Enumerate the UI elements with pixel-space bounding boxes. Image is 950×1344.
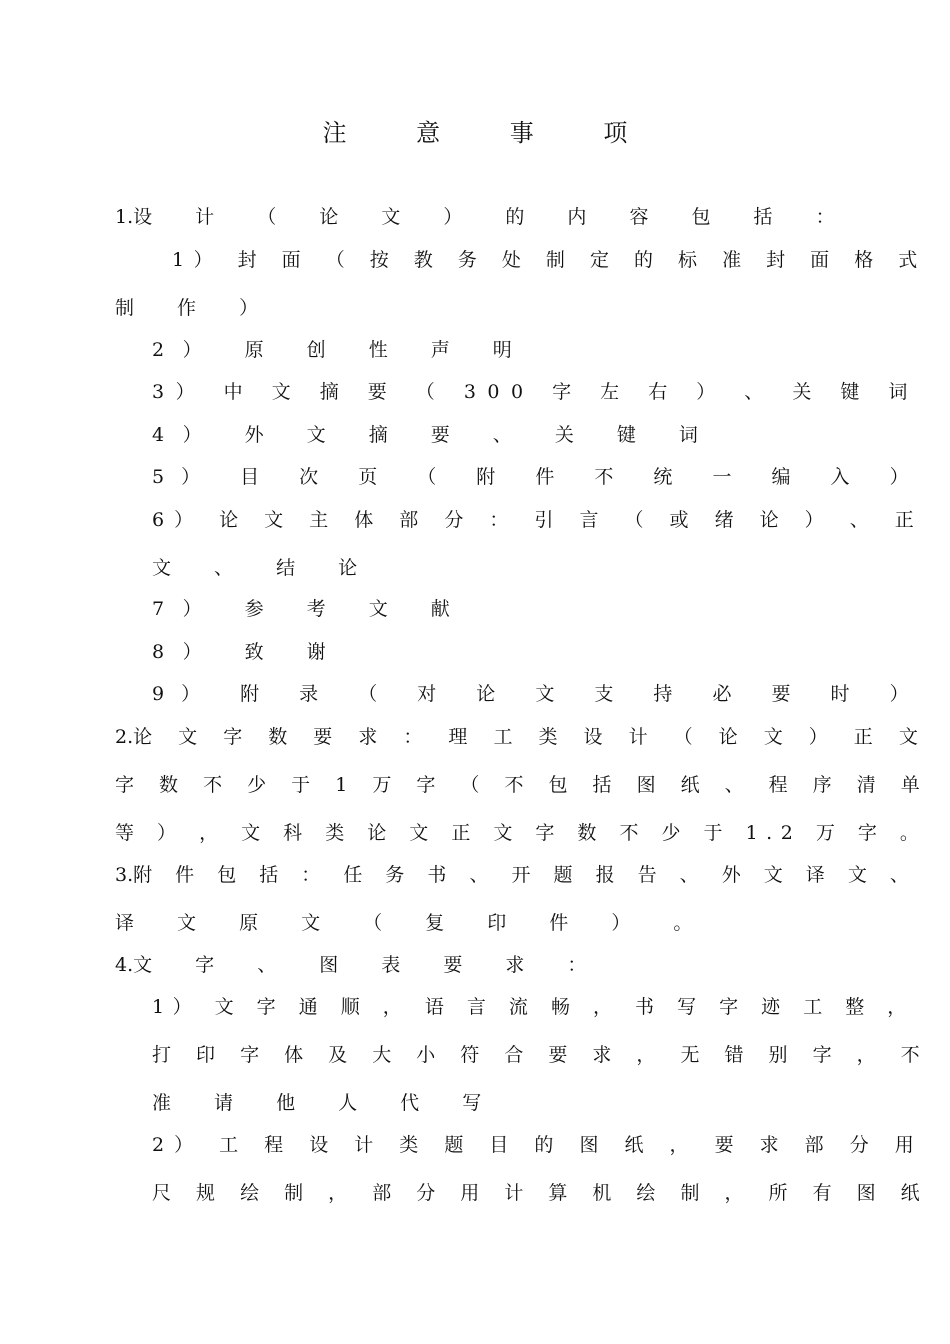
item-number: 8） [152, 641, 221, 663]
sub-item-4-2-continued [152, 1181, 929, 1205]
sub-item-1-6 [152, 508, 924, 532]
page-title: 注 意 事 项 [322, 119, 659, 147]
item-text: 文 字 、 图 表 要 求 ： [133, 954, 605, 976]
item-text: 论 文 主 体 部 分 ： 引 言 （ 或 绪 论 ） 、 正 [219, 509, 924, 531]
item-text: 附 录 （ 对 论 文 支 持 必 要 时 ） [240, 683, 926, 705]
sub-item-1-3 [152, 380, 919, 404]
item-3-continued [115, 911, 711, 935]
item-text: 封 面 （ 按 教 务 处 制 定 的 标 准 封 面 格 式 [237, 249, 927, 271]
item-number: 3. [115, 864, 134, 886]
item-2-continued-1 [115, 773, 929, 797]
item-text: 设 计 （ 论 文 ） 的 内 容 包 括 ： [133, 206, 854, 228]
sub-item-4-1-continued-1 [152, 1043, 929, 1067]
item-number: 4） [152, 424, 221, 446]
item-number: 2） [152, 1134, 204, 1156]
item-text: 外 文 摘 要 、 关 键 词 [244, 424, 717, 446]
sub-item-1-1-continued [115, 296, 277, 320]
item-text: 尺 规 绘 制 ， 部 分 用 计 算 机 绘 制 ， 所 有 图 纸 [152, 1182, 930, 1204]
sub-item-1-7 [152, 597, 468, 621]
item-text: 文 、 结 论 [152, 557, 376, 579]
sub-item-1-6-continued [152, 556, 376, 580]
item-number: 6） [152, 509, 204, 531]
item-text: 译 文 原 文 （ 复 印 件 ） 。 [115, 912, 711, 934]
sub-item-1-5 [152, 465, 926, 489]
item-text: 文 字 通 顺 ， 语 言 流 畅 ， 书 写 字 迹 工 整 ， [214, 996, 915, 1018]
item-number: 1） [152, 996, 201, 1018]
item-number: 5） [152, 466, 218, 488]
item-3-heading [115, 863, 917, 887]
item-number: 1） [172, 249, 223, 271]
item-number: 3） [152, 381, 207, 403]
sub-item-1-2 [152, 338, 530, 362]
item-1-heading [115, 205, 853, 229]
item-text: 制 作 ） [115, 297, 277, 319]
item-text: 参 考 文 献 [244, 598, 469, 620]
sub-item-4-1 [152, 995, 915, 1019]
item-4-heading [115, 953, 605, 977]
item-2-heading [115, 725, 928, 749]
item-text: 原 创 性 声 明 [244, 339, 531, 361]
item-number: 2） [152, 339, 221, 361]
item-number: 2. [115, 726, 134, 748]
item-number: 1. [115, 206, 134, 228]
item-text: 中 文 摘 要 （ 300 字 左 右 ） 、 关 键 词 [223, 381, 919, 403]
item-text: 工 程 设 计 类 题 目 的 图 纸 ， 要 求 部 分 用 [219, 1134, 924, 1156]
sub-item-1-1 [172, 248, 927, 272]
item-text: 字 数 不 少 于 1 万 字 （ 不 包 括 图 纸 、 程 序 清 单 [115, 774, 930, 796]
sub-item-1-4 [152, 423, 716, 447]
item-text: 附 件 包 括 ： 任 务 书 、 开 题 报 告 、 外 文 译 文 、 [133, 864, 918, 886]
sub-item-4-2 [152, 1133, 924, 1157]
item-2-continued-2 [115, 821, 927, 845]
item-text: 打 印 字 体 及 大 小 符 合 要 求 ， 无 错 别 字 ， 不 [152, 1044, 930, 1066]
item-number: 4. [115, 954, 134, 976]
item-text: 等 ） ， 文 科 类 论 文 正 文 字 数 不 少 于 1.2 万 字 。 [115, 822, 928, 844]
sub-item-4-1-continued-2 [152, 1091, 500, 1115]
item-number: 7） [152, 598, 221, 620]
sub-item-1-9 [152, 682, 926, 706]
item-text: 准 请 他 人 代 写 [152, 1092, 500, 1114]
item-text: 论 文 字 数 要 求 ： 理 工 类 设 计 （ 论 文 ） 正 文 [133, 726, 928, 748]
sub-item-1-8 [152, 640, 344, 664]
item-text: 致 谢 [244, 641, 345, 663]
item-text: 目 次 页 （ 附 件 不 统 一 编 入 ） [240, 466, 926, 488]
item-number: 9） [152, 683, 218, 705]
